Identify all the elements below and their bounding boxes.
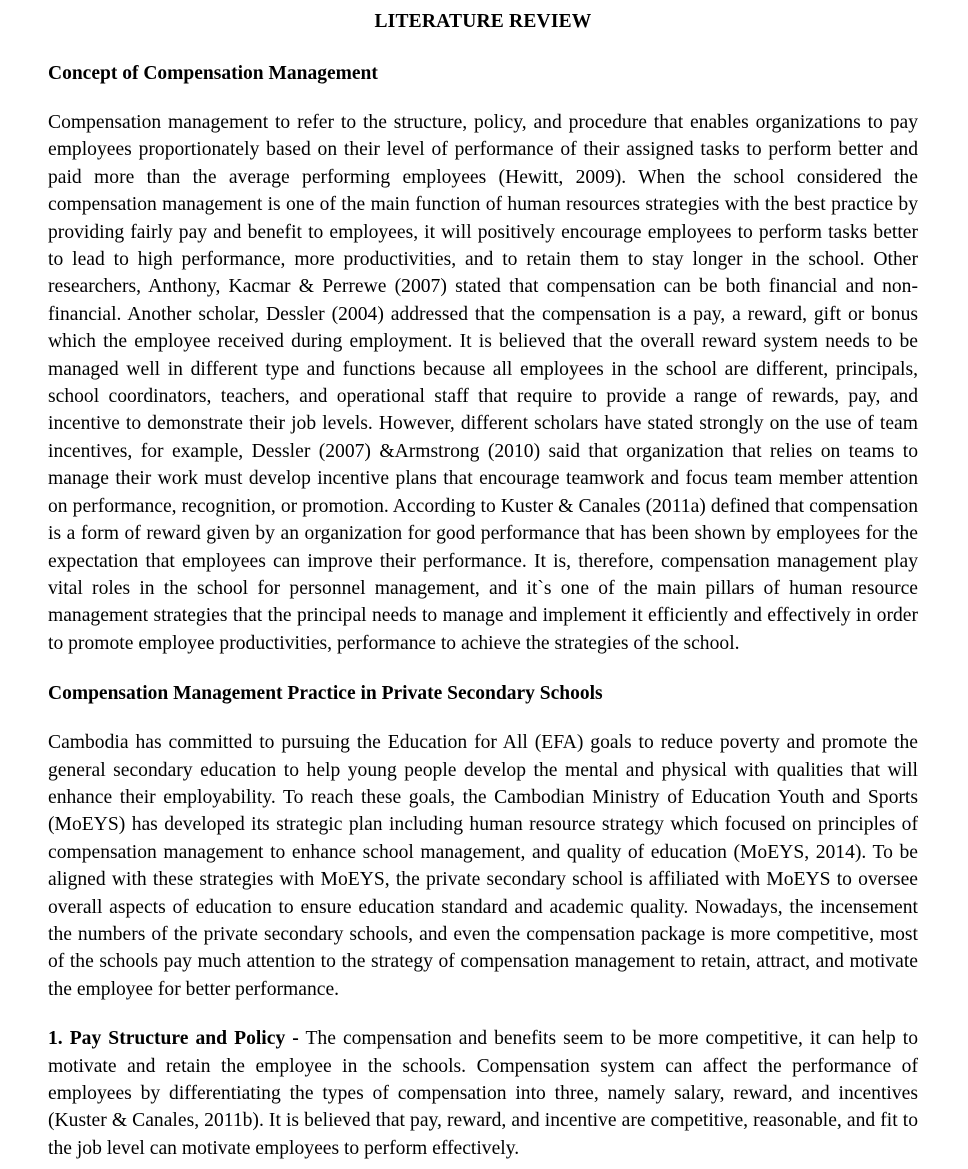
- page-title: LITERATURE REVIEW: [374, 11, 592, 32]
- section-heading-compensation-management-practice: Compensation Management Practice in Private Secondary Schools: [48, 683, 603, 705]
- paragraph-pay-structure-and-policy: [48, 1025, 918, 1162]
- spacer: [48, 657, 918, 680]
- section-heading-concept-of-compensation-management: Concept of Compensation Management: [48, 63, 378, 84]
- paragraph-compensation-management-practice: Cambodia has committed to pursuing the Education for All (EFA) goals to reduce poverty and promote the general secondary education to help young people develop the mental and physical with qualities that will enhance their employability. To reach these goals, the Cambodian Ministry of Education Youth and Sports (MoEYS) has developed its strategic plan including human resource strategy which focused on principles of compensation management to enhance school management, and quality of education (MoEYS, 2014). To be aligned with these strategies with MoEYS, the private secondary school is affiliated with MoEYS to oversee overall aspects of education to ensure education standard and academic quality. Nowadays, the incensement the numbers of the private secondary schools, and even the compensation package is more competitive, most of the schools pay much attention to the strategy of compensation management to retain, attract, and motivate the employee for better performance.: [48, 732, 918, 1000]
- spacer: [48, 87, 918, 109]
- spacer: [48, 707, 918, 729]
- numbered-item-text: The compensation and benefits seem to be more competitive, it can help to motivate and retain the employee in the schools. Compensation system can affect the performance of employees by differentiating the types of compensation into three, namely salary, reward, and incentives (Kuster & Canales, 2011b). It is believed that pay, reward, and incentive are competitive, reasonable, and fit to the job level can motivate employees to perform effectively.: [48, 1028, 918, 1159]
- paragraph-concept-of-compensation-management: Compensation management to refer to the structure, policy, and procedure that enables organizations to pay employees proportionately based on their level of performance of their assigned tasks to perform better and paid more than the average performing employees (Hewitt, 2009). When the school considered the compensation management is one of the main function of human resources strategies with the best practice by providing fairly pay and benefit to employees, it will positively encourage employees to perform tasks better to lead to high performance, more productivities, and to retain them to stay longer in the school. Other researchers, Anthony, Kacmar & Perrewe (2007) stated that compensation can be both financial and non-financial. Another scholar, Dessler (2004) addressed that the compensation is a pay, a reward, gift or bonus which the employee received during employment. It is believed that the overall reward system needs to be managed well in different type and functions because all employees in the school are different, principals, school coordinators, teachers, and operational staff that require to provide a range of rewards, pay, and incentive to demonstrate their job levels. However, different scholars have stated strongly on the use of team incentives, for example, Dessler (2007) &Armstrong (2010) said that organization that relies on teams to manage their work must develop incentive plans that encourage teamwork and focus team member attention on performance, recognition, or promotion. According to Kuster & Canales (2011a) defined that compensation is a form of reward given by an organization for good performance that has been shown by employees for the expectation that employees can improve their performance. It is, therefore, compensation management play vital roles in the school for personnel management, and it`s one of the main pillars of human resource management strategies that the principal needs to manage and implement it efficiently and effectively in order to promote employee productivities, performance to achieve the strategies of the school.: [48, 112, 918, 654]
- numbered-item-label: 1. Pay Structure and Policy -: [48, 1028, 299, 1050]
- spacer: [48, 36, 918, 60]
- spacer: [48, 1003, 918, 1025]
